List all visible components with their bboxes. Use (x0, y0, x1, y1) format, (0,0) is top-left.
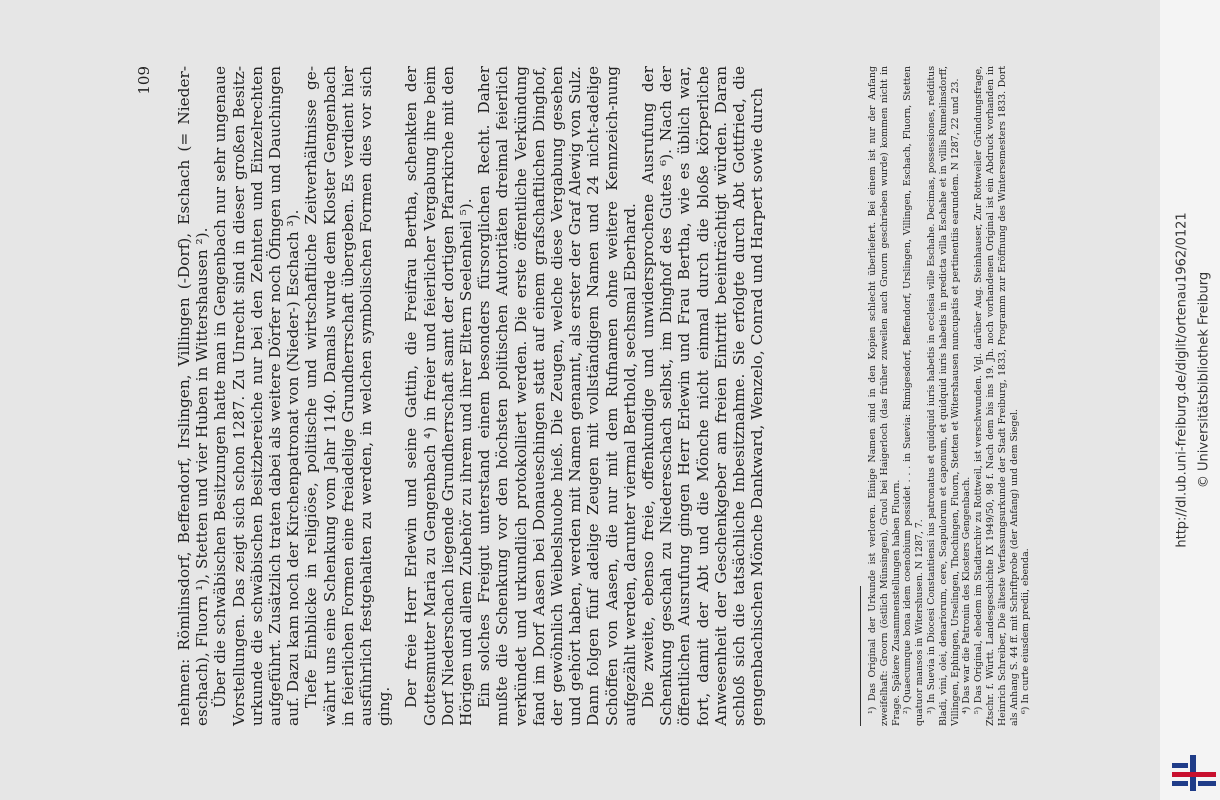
paragraph: Tiefe Einblicke in religiöse, politische und wirtschaftliche Zeitverhältnisse ge-währt uns eine Schenkung vom Jahr 1140. Damals wurde dem Kloster Gengenbach in feierlichen Formen eine freiadelige Grundherrschaft übergeben. Es verdient hier ausführlich festgehalten zu werden, in welchen symbolischen Formen dies vor sich ging. (302, 66, 394, 726)
footnote: ⁶) In curte eiusdem predii, ebenda. (1020, 548, 1032, 714)
ub-freiburg-logo-icon (1172, 755, 1216, 791)
source-url-link[interactable]: http://dl.ub.uni-freiburg.de/diglit/ortenau1962/0121 (1174, 212, 1190, 548)
page-number: 109 (135, 66, 153, 95)
footnote: ⁴) Das war die Patronin des Klosters Gengenbach. (961, 476, 973, 714)
paragraph: Über die schwäbischen Besitzungen hatte man in Gengenbach nur sehr ungenaue Vorstellungen. Das zeigt sich schon 1287. Zu Unrecht sind in dieser großen Besitz-urkunde die schwäbischen Besitzbereiche nur bei den Zehnten und Einzelrechten aufgeführt. Zusätzlich traten dabei als weitere Dörfer noch Öfingen und Dauchingen auf. Dazu kam noch der Kirchenpatronat von (Nieder-) Eschach ³). (211, 66, 303, 726)
footnote: ²) Quaecumque bona idem coenobium possidet . . . in Suevia: Rimigesdorf, Beffendorf, Urslingen, Villingen, Eschach, Fluorn, Stetten quatuor mansos in Witershusen. N 1287, 7. (902, 66, 926, 726)
footnote: ¹) Das Original der Urkunde ist verloren. Einige Namen sind in den Kopien schlecht überliefert. Bei einem ist nur der Anfang zweifelhaft: Groorn (östlich Münsingen), Gruol bei Haigerloch (das früher zuweilen auch Gruorn geschrieben wurde) kommen nicht in Frage. Spätere Zusammenstellungen haben Fluorn. (867, 66, 902, 726)
paragraph: nehmen: Römlinsdorf, Beffendorf, Irslingen, Villingen (-Dorf), Eschach (= Nieder-eschach), Fluorn ¹), Stetten und vier Huben in Wittershausen ²). (175, 66, 212, 726)
copyright-notice: © Universitätsbibliothek Freiburg (1196, 271, 1212, 489)
body-text (175, 66, 767, 726)
document-page (75, 40, 1085, 760)
footnotes (867, 66, 1032, 726)
paragraph: Der freie Herr Erlewin und seine Gattin, die Freifrau Bertha, schenkten der Gottesmutter Maria zu Gengenbach ⁴) in freier und feierlicher Vergabung ihre beim Dorf Niederschach liegende Grundherrschaft samt der dortigen Pfarrkirche mit den Hörigen und allem Zubehör zu ihrem und ihrer Eltern Seelenheil ⁵). (402, 66, 476, 726)
footnote: ³) In Suevia in Diocesi Constantiensi ius patronatus et quidquid iuris habetis in ecclesia ville Eschahe. Decimas, possessiones, redditus Bladi, vini, olei, denariorum, cere, Scapulorum et caponum, et quidquid iuris habetis in predicta villa Eschahe et in villis Rumelinsdorff, Villingen, Ephingen, Urselingen, Thochingen, Fluorn, Stetten et Witershausen nuncupatis et pertinentiis earundem. N 1287, 22 und 23. (925, 66, 961, 726)
paragraph: Die zweite, ebenso freie, offenkundige und unwidersprochene Ausrufung der Schenkung geschah zu Niedereschach selbst, im Dinghof des Gutes ⁶). Nach der öffentlichen Ausrufung gingen Herr Erlewin und Frau Bertha, wie es üblich war, fort, damit der Abt und die Mönche nicht einmal durch die bloße körperliche Anwesenheit der Geschenkgeber am freien Eintritt beeinträchtigt würden. Daran schloß sich die tatsächliche Inbesitznahme. Sie erfolgte durch Abt Gottfried, die gengenbachischen Mönche Dankward, Wenzelo, Conrad und Harpert sowie durch (639, 66, 767, 726)
footnote-divider (860, 586, 861, 726)
paragraph: Ein solches Freigut unterstand einem besonders fürsorglichen Recht. Daher mußte die Schenkung vor den höchsten politischen Autoritäten dreimal feierlich verkündet und urkundlich protokolliert werden. Die erste öffentliche Verkündung fand im Dorf Aasen bei Donaueschingen statt auf einem grafschaftlichen Dinghof, der gewöhnlich Weibelshuobe hieß. Die Zeugen, welche diese Vergabung gesehen und gehört haben, werden mit Namen genannt, als erster der Graf Alewig von Sulz. Dann folgen fünf adelige Zeugen mit vollständigem Namen und 24 nicht-adelige Schöffen von Aasen, die nur mit dem Rufnamen ohne weitere Kennzeich-nung aufgezählt werden, darunter viermal Berthold, sechsmal Eberhard. (475, 66, 639, 726)
footnote: ⁵) Das Original, ehedem im Stadtarchiv zu Rottweil, ist verschwunden. Vgl. darüber Aug. Steinhauser, Zur Rottweiler Gründungsfrage, Ztschr. f. Württ. Landesgeschichte IX 1949/50, 98 f. Nach dem bis ins 19. Jh. noch vorhandenen Original ist ein Abdruck vorhanden in Heinrich Schreiber, Die älteste Verfassungsurkunde der Stadt Freiburg, 1833, Programm zur Eröffnung des Wintersemesters 1833. Dort als Anhang S. 44 ff. mit Schriftprobe (der Anfang) und dem Siegel. (973, 66, 1020, 726)
